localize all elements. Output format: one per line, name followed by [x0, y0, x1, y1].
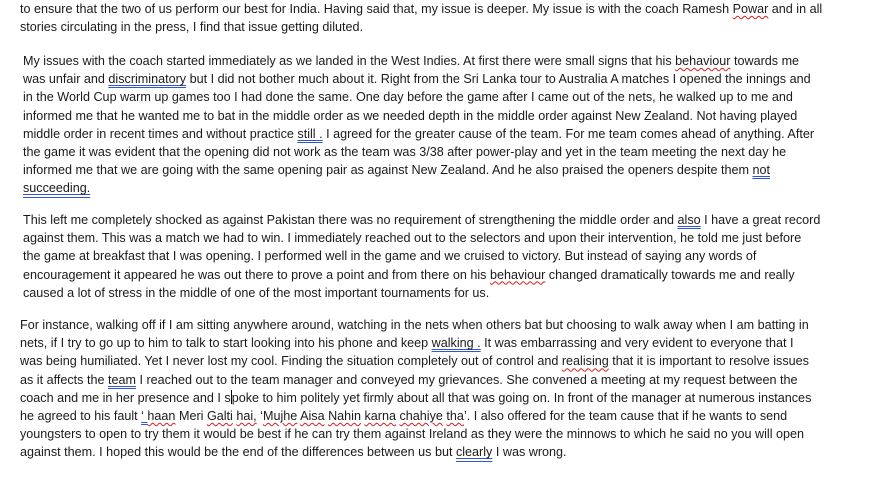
- text-line[interactable]: [23, 247, 756, 265]
- text-line[interactable]: [23, 143, 786, 161]
- text-line[interactable]: [23, 125, 814, 143]
- text-run: For instance, walking off if I am sitting anywhere around, watching in the nets when others bat but choosing to walk away when I am batting in: [20, 318, 809, 332]
- text-run: the game at breakfast that I was opening. I performed well in the game and we cruised to victory. But instead of saying any words of: [23, 249, 757, 264]
- text-line[interactable]: [20, 352, 809, 370]
- text-run: that it is important to resolve issues: [608, 354, 809, 369]
- text-run: middle order in recent times and without practice: [23, 126, 298, 141]
- text-run: poke to him politely yet firmly about all that was going on. In front of the manager at numerous instances: [231, 390, 812, 405]
- spelling-flagged-word: karna: [364, 409, 396, 423]
- text-run: My issues with the coach started immediately as we landed in the West Indies. At first there were small signs that his: [23, 54, 676, 68]
- text-run: stories circulating in the press, I find that issue getting diluted.: [20, 20, 364, 35]
- text-line[interactable]: [23, 161, 770, 179]
- spelling-flagged-word: chahiye: [399, 409, 443, 423]
- text-run: It was embarrassing and very evident to everyone that I: [480, 336, 794, 351]
- text-line[interactable]: [20, 443, 567, 461]
- text-run: I was wrong.: [492, 445, 567, 460]
- text-run: informed me that he wanted me to bat in the middle order as we needed depth in the middle order against New Zealand. Not having played: [23, 108, 798, 123]
- text-line[interactable]: [20, 316, 809, 334]
- text-run: against them. I hoped this would be the end of the differences between us but: [20, 445, 456, 460]
- text-run: and in all: [768, 2, 823, 16]
- grammar-flagged-text: ‘: [141, 409, 148, 423]
- grammar-flagged-text: still .: [297, 126, 323, 141]
- text-line[interactable]: [20, 371, 798, 389]
- text-line[interactable]: [23, 179, 90, 197]
- text-line[interactable]: [20, 407, 787, 425]
- text-run: ’. I also offered for the team cause that if he wants to send: [463, 409, 788, 423]
- text-line[interactable]: [23, 211, 820, 229]
- text-run: against them. This was a match we had to win. I immediately reached out to the selectors and upon their intervention, he told me just before: [23, 231, 802, 246]
- text-run: I have a great record: [700, 213, 821, 227]
- text-run: nets, if I try to go up to him to talk to start looking into his phone and keep: [20, 336, 432, 351]
- text-line[interactable]: [20, 0, 822, 18]
- spelling-flagged-word: hai,: [236, 409, 257, 423]
- text-run: the game it was evident that the opening did not work as the team was 3/38 after power-play and yet in the team meeting the next day he: [23, 145, 787, 159]
- text-run: I agreed for the greater cause of the team. For me team comes ahead of anything. After: [322, 126, 815, 141]
- spelling-flagged-word: tha: [446, 409, 464, 423]
- text-run: informed me that we are going with the same opening pair as against New Zealand. And he also praised the openers despite them: [23, 163, 753, 178]
- grammar-flagged-text: discriminatory: [108, 72, 187, 87]
- spelling-flagged-word: realising: [561, 354, 609, 369]
- spelling-flagged-word: behaviour: [489, 267, 546, 282]
- grammar-flagged-text: also: [677, 213, 701, 227]
- grammar-flagged-text: walking .: [431, 336, 481, 351]
- text-line[interactable]: [20, 334, 794, 352]
- text-line[interactable]: [20, 389, 811, 407]
- text-run: caused a lot of stress in the middle of one of the most important tournaments for us.: [23, 285, 490, 300]
- text-run: he agreed to his fault: [20, 409, 142, 423]
- text-run: encouragement it appeared he was out there to prove a point and from there on his: [23, 267, 490, 282]
- spelling-flagged-word: Powar: [732, 2, 769, 16]
- text-run: changed dramatically towards me and really: [545, 267, 795, 282]
- grammar-flagged-text: not: [752, 163, 770, 178]
- text-run: as it affects the: [20, 372, 108, 387]
- spelling-flagged-word: Nahin: [328, 409, 361, 423]
- spelling-flagged-word: Galti: [206, 409, 233, 423]
- text-run: This left me completely shocked as against Pakistan there was no requirement of strengthening the middle order and: [23, 213, 678, 227]
- text-line[interactable]: [23, 284, 489, 302]
- spelling-flagged-word: Aisa: [300, 409, 325, 423]
- text-line[interactable]: [23, 88, 793, 106]
- text-run: I reached out to the team manager and conveyed my grievances. She convened a meeting at my request between the: [135, 372, 798, 387]
- text-line[interactable]: [20, 18, 363, 36]
- text-line[interactable]: [23, 52, 799, 70]
- text-line[interactable]: [23, 107, 797, 125]
- text-run: youngsters to open to try them it would be best if he can try them against Ireland as they were the minnows to which he said no you will open: [20, 427, 805, 442]
- text-run: to ensure that the two of us perform our best for India. Having said that, my issue is deeper. My issue is with the coach Ramesh: [20, 2, 733, 16]
- text-line[interactable]: [23, 229, 801, 247]
- grammar-flagged-text: team: [107, 372, 136, 387]
- grammar-flagged-text: succeeding.: [23, 181, 91, 196]
- text-run: in the World Cup warm up games too I had done the same. One day before the game after I came out of the nets, he walked up to me and: [23, 90, 793, 105]
- text-run: was being humiliated. Yet I never lost my cool. Finding the situation completely out of control and: [20, 354, 562, 369]
- spelling-flagged-word: haan: [147, 409, 176, 423]
- spelling-flagged-word: Mujhe: [262, 409, 298, 423]
- text-line[interactable]: [20, 425, 804, 443]
- text-run: but I did not bother much about it. Right from the Sri Lanka tour to Australia A matches I opened the innings and: [186, 72, 811, 87]
- text-line[interactable]: [23, 70, 811, 88]
- text-line[interactable]: [23, 266, 795, 284]
- text-run: ‘: [256, 409, 263, 423]
- grammar-flagged-text: clearly: [455, 445, 493, 460]
- text-run: towards me: [730, 54, 800, 68]
- text-run: was unfair and: [23, 72, 109, 87]
- text-run: coach and me in her presence and I s: [20, 390, 231, 405]
- spelling-flagged-word: behaviour: [675, 54, 731, 68]
- text-run: Meri: [175, 409, 207, 423]
